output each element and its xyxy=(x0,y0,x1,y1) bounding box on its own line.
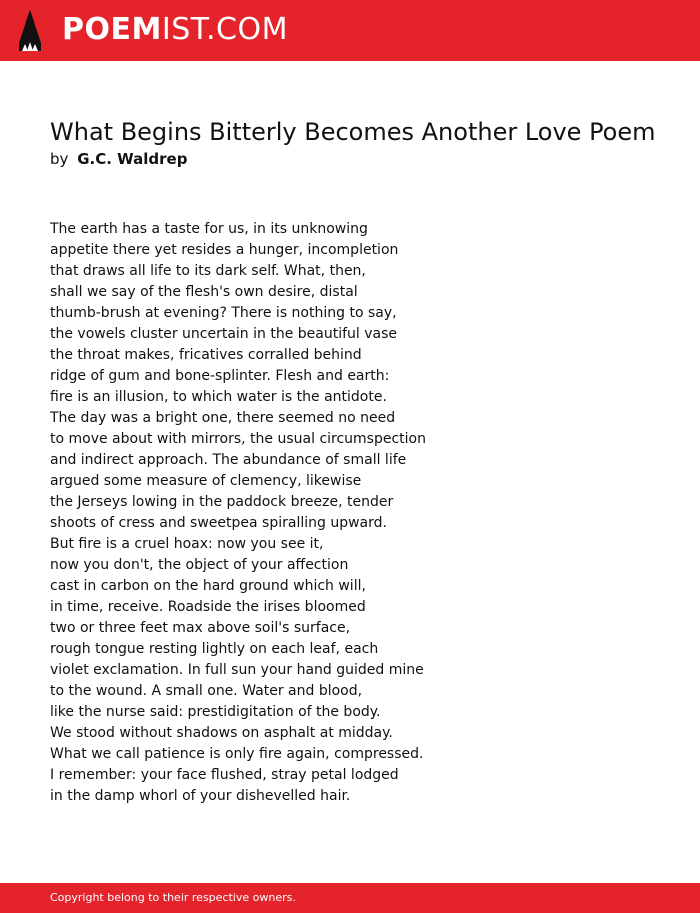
poem-line: rough tongue resting lightly on each leaf, each xyxy=(50,641,379,657)
poem-line: fire is an illusion, to which water is the antidote. xyxy=(50,389,387,405)
poem-line: ridge of gum and bone-splinter. Flesh and earth: xyxy=(50,368,390,384)
poem-line: the vowels cluster uncertain in the beautiful vase xyxy=(50,326,398,342)
poem-line: like the nurse said: prestidigitation of the body. xyxy=(50,704,381,720)
logo-text-bold: POEM xyxy=(62,12,162,47)
author-name: G.C. Waldrep xyxy=(77,150,188,168)
poem-body xyxy=(50,219,426,807)
byline xyxy=(50,149,187,169)
poem-title: What Begins Bitterly Becomes Another Love Poem xyxy=(50,118,656,146)
poem-line: I remember: your face flushed, stray petal lodged xyxy=(50,767,399,783)
poem-line: two or three feet max above soil's surface, xyxy=(50,620,351,636)
poem-line: appetite there yet resides a hunger, incompletion xyxy=(50,242,399,258)
copyright-text: Copyright belong to their respective owners. xyxy=(50,891,296,904)
poem-line: now you don't, the object of your affection xyxy=(50,557,349,573)
by-label: by xyxy=(50,150,69,168)
poem-line: shall we say of the flesh's own desire, distal xyxy=(50,284,358,300)
poem-line: in time, receive. Roadside the irises bloomed xyxy=(50,599,366,615)
poem-line: shoots of cress and sweetpea spiralling upward. xyxy=(50,515,387,531)
poem-line: argued some measure of clemency, likewise xyxy=(50,473,362,489)
poem-line: But fire is a cruel hoax: now you see it, xyxy=(50,536,324,552)
poem-line: violet exclamation. In full sun your hand guided mine xyxy=(50,662,424,678)
site-footer xyxy=(0,883,700,913)
poem-line: to the wound. A small one. Water and blood, xyxy=(50,683,363,699)
site-header xyxy=(0,0,700,61)
poem-line: to move about with mirrors, the usual circumspection xyxy=(50,431,426,447)
poem-line: and indirect approach. The abundance of small life xyxy=(50,452,407,468)
poem-line: thumb-brush at evening? There is nothing to say, xyxy=(50,305,397,321)
poem-line: We stood without shadows on asphalt at midday. xyxy=(50,725,393,741)
poem-line: the Jerseys lowing in the paddock breeze, tender xyxy=(50,494,394,510)
poem-line: What we call patience is only fire again, compressed. xyxy=(50,746,424,762)
pencil-icon xyxy=(17,9,43,52)
poem-line: the throat makes, fricatives corralled behind xyxy=(50,347,362,363)
poem-line: in the damp whorl of your dishevelled hair. xyxy=(50,788,351,804)
poem-line: The earth has a taste for us, in its unknowing xyxy=(50,221,368,237)
poem-line: cast in carbon on the hard ground which will, xyxy=(50,578,366,594)
poem-line: that draws all life to its dark self. What, then, xyxy=(50,263,366,279)
site-logo-link[interactable] xyxy=(62,11,288,49)
logo-text-light: IST.COM xyxy=(161,12,288,47)
poem-line: The day was a bright one, there seemed no need xyxy=(50,410,396,426)
